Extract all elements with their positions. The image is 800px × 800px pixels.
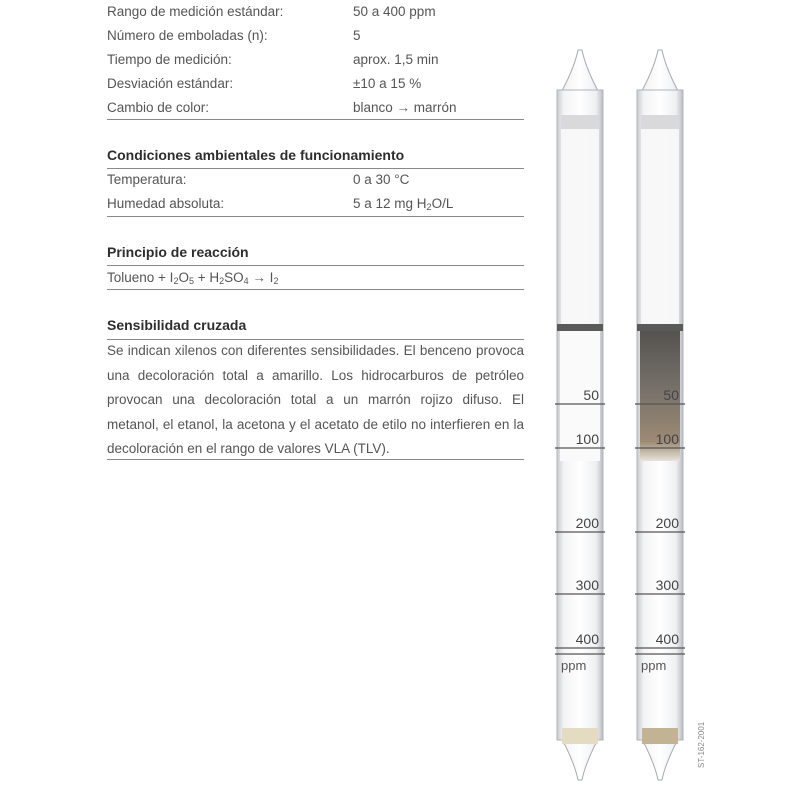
spec-label: Número de emboladas (n): [107,28,268,43]
tube-unused [555,50,605,780]
scale-label: 100 [575,431,599,447]
sensitivity-heading: Sensibilidad cruzada [107,317,247,333]
scale-label: 50 [663,387,679,403]
scale-label: 400 [655,631,679,647]
scale-label: 100 [655,431,679,447]
reaction-heading: Principio de reacción [107,244,249,260]
spec-row [107,96,524,120]
scale-label: 200 [655,515,679,531]
scale-label: 300 [655,577,679,593]
ambient-heading: Condiciones ambientales de funcionamiento [107,147,405,163]
tube-used [635,50,685,780]
spec-label: Cambio de color: [107,100,210,115]
figure-code: ST-162-2001 [697,721,706,768]
scale-unit: ppm [641,658,667,673]
spec-label: Rango de medición estándar: [107,4,284,19]
spec-row [107,48,524,72]
humidity-label: Humedad absoluta: [107,196,225,211]
scale-label: 300 [575,577,599,593]
humidity-value: 5 a 12 mg $H_2O/L$ [353,196,454,212]
spec-value: blanco → marrón [353,100,457,115]
scale-label: 400 [575,631,599,647]
detector-tubes-illustration [540,40,700,800]
scale-unit: ppm [561,658,587,673]
spec-value: 5 [353,28,361,43]
temp-label: Temperatura: [107,172,187,187]
spec-row [107,24,524,48]
sensitivity-text: Se indican xilenos con diferentes sensibilidades. El benceno provoca una decoloración total a amarillo. Los hidrocarburos de petróleo provocan una decoloración total a un marrón rojizo difuso. El metanol, el etanol, la acetona y el acetato de etilo no interfieren en la decoloración en el rango de valores VLA (TLV). [107,343,524,456]
ambient-temp-row [107,168,524,192]
spec-row [107,72,524,96]
spec-value: aprox. 1,5 min [353,52,439,67]
reaction-formula: Tolueno + $I_2O_5 + H_2SO_4 \to I_2$ [107,270,279,286]
temp-value: 0 a 30 °C [353,172,410,187]
reaction-divider [107,289,524,290]
spec-value: 50 a 400 ppm [353,4,436,19]
spec-value: ±10 a 15 % [353,76,422,91]
scale-label: 200 [575,515,599,531]
spec-divider [107,119,524,120]
ambient-divider [107,216,524,217]
ambient-humidity-row [107,192,524,216]
spec-label: Desviación estándar: [107,76,234,91]
scale-label: 50 [583,387,599,403]
spec-row [107,0,524,24]
spec-label: Tiempo de medición: [107,52,232,67]
sensitivity-divider [107,459,524,460]
